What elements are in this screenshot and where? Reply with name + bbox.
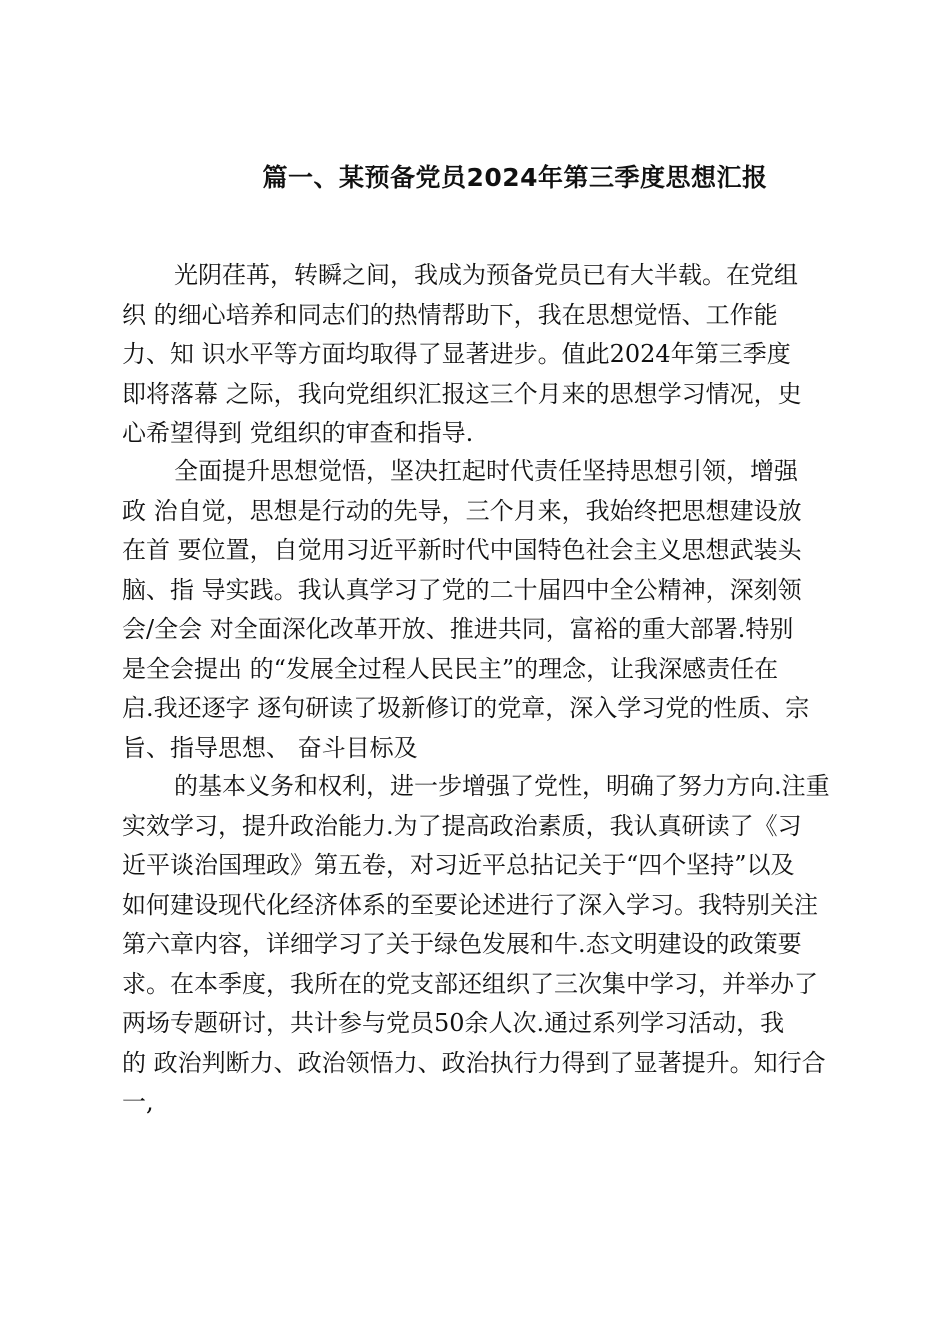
paragraph-line: 的 政治判断力、政治领悟力、政治执行力得到了显著提升。知行合 [122, 1048, 826, 1077]
paragraph-line: 政 治自觉，思想是行动的先导，三个月来，我始终把思想建设放 [122, 496, 802, 525]
paragraph-line: 如何建设现代化经济体系的至要论述进行了深入学习。我特别关注 [122, 890, 818, 919]
paragraph-line: 一, [122, 1088, 154, 1116]
paragraph-line: 近平谈治国理政》第五卷，对习近平总拈记关于“四个坚持”以及 [122, 851, 795, 879]
paragraph-line: 旨、指导思想、 奋斗目标及 [122, 733, 418, 762]
paragraph-line: 实效学习，提升政治能力.为了提高政治素质，我认真研读了《习 [122, 811, 802, 840]
document-title: 篇一、某预备党员2024年第三季度思想汇报 [262, 163, 768, 192]
paragraph-1 [122, 256, 862, 454]
paragraph-line: 脑、指 导实践。我认真学习了党的二十届四中全公精神，深刻领 [122, 575, 802, 604]
paragraph-line: 两场专题研讨，共计参与党员50余人次.通过系列学习活动，我 [122, 1009, 785, 1037]
paragraph-line: 即将落幕 之际，我向党组织汇报这三个月来的思想学习情况，史 [122, 379, 802, 408]
paragraph-3 [122, 767, 862, 1123]
paragraph-line: 会/全会 对全面深化改革开放、推进共同，富裕的重大部署.特别 [122, 615, 794, 643]
paragraph-2 [122, 452, 862, 768]
paragraph-line: 在首 要位置，自觉用习近平新时代中国特色社会主义思想武装头 [122, 536, 802, 564]
paragraph-line: 启.我还逐字 逐句研读了圾新修订的党章，深入学习党的性质、宗 [122, 694, 810, 722]
paragraph-line: 织 的细心培养和同志们的热情帮助下，我在思想觉悟、工作能 [122, 300, 778, 329]
paragraph-line: 全面提升思想觉悟，坚决扛起时代责任坚持思想引领，增强 [174, 457, 798, 485]
paragraph-line: 第六章内容，详细学习了关于绿色发展和牛.态文明建设的政策要 [122, 930, 802, 958]
paragraph-line: 力、知 识水平等方面均取得了显著进步。值此2024年第三季度 [122, 340, 791, 368]
paragraph-line: 光阴荏苒，转瞬之间，我成为预备党员已有大半载。在党组 [174, 261, 798, 289]
paragraph-line: 求。在本季度，我所在的党支部还组织了三次集中学习，并举办了 [122, 969, 818, 998]
paragraph-line: 是全会提出 的“发展全过程人民民主”的理念，让我深感责任在 [122, 654, 779, 683]
paragraph-line: 心希望得到 党组织的审查和指导. [122, 419, 474, 447]
paragraph-line: 的基本义务和权利，进一步增强了党性，明确了努力方向.注重 [174, 772, 830, 800]
